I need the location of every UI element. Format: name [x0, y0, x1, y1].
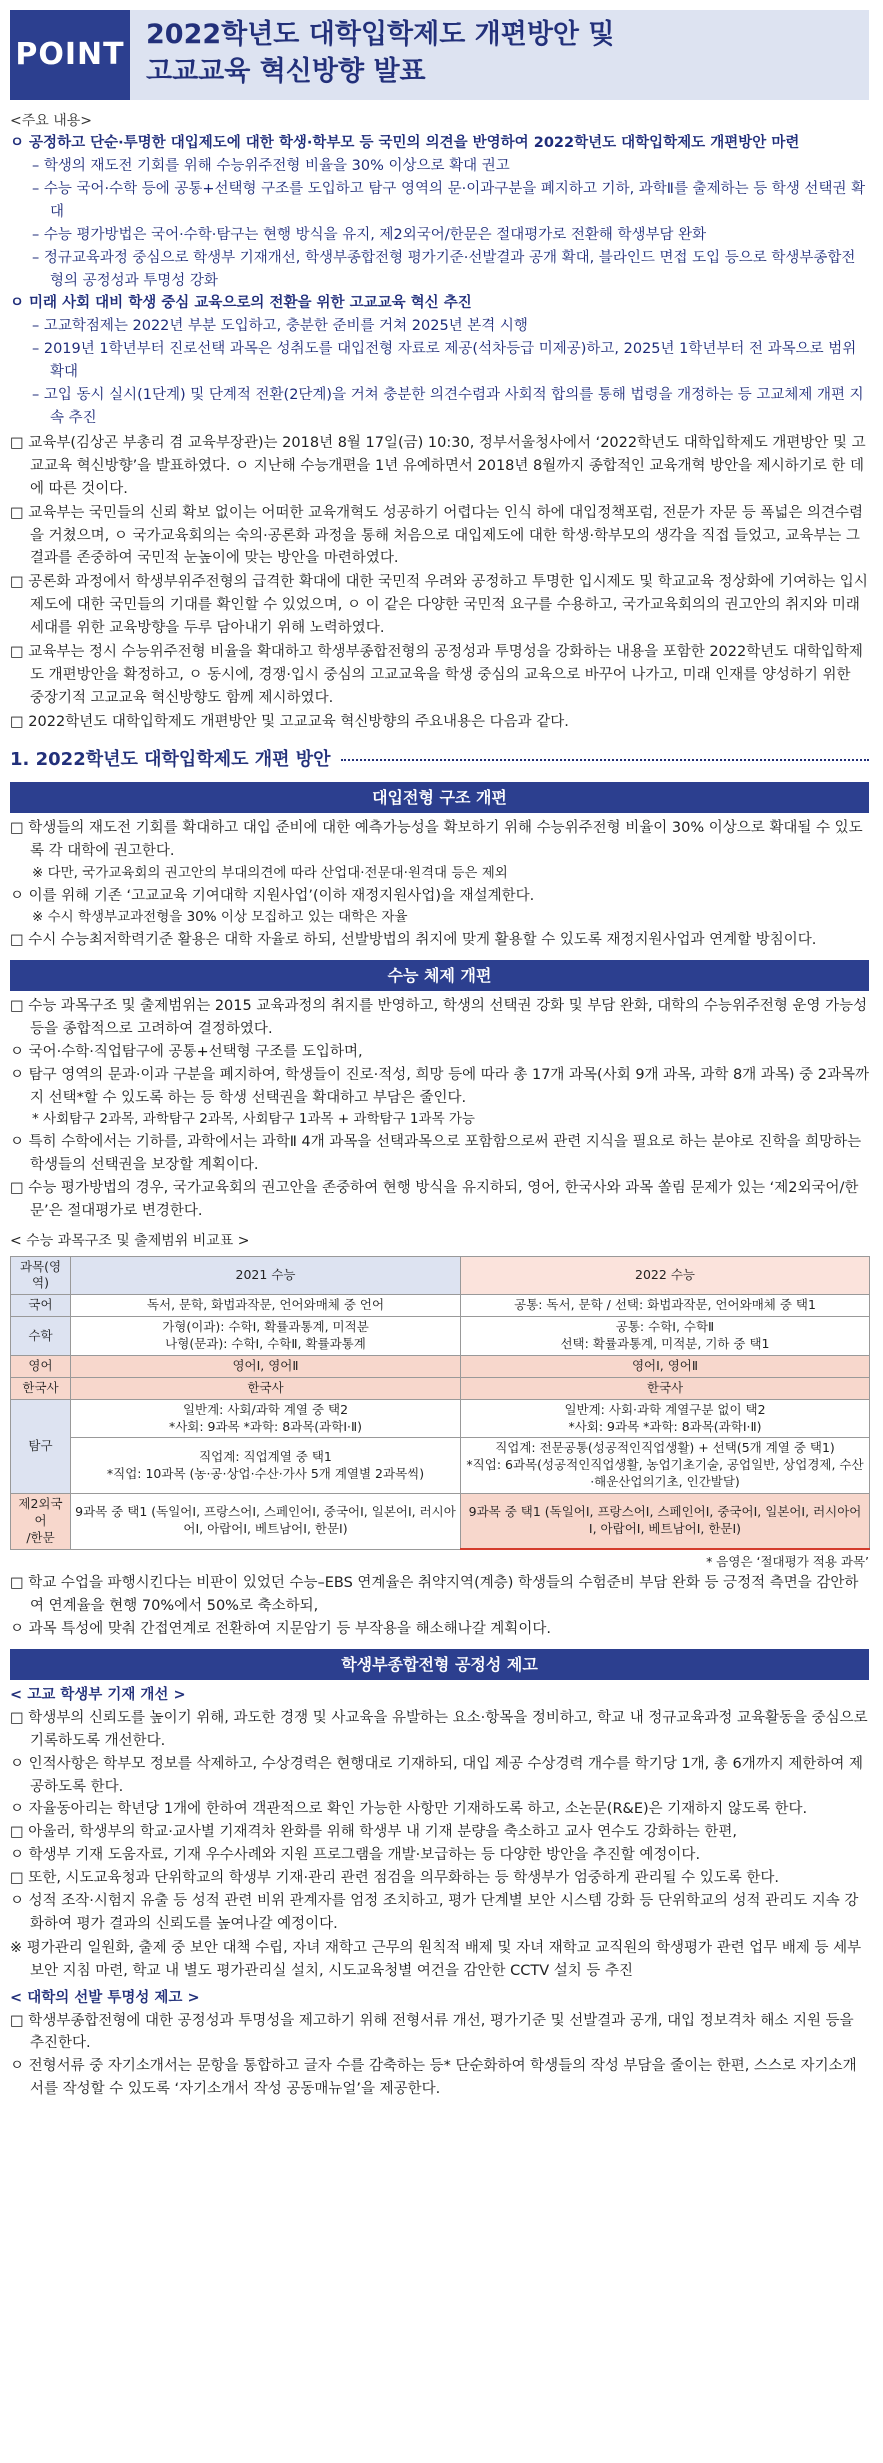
- list-item: ㅇ 전형서류 중 자기소개서는 문항을 통합하고 글자 수를 감축하는 등* 단순화하여 학생들의 작성 부담을 줄이는 한편, 스스로 자기소개서를 작성할 수 있도록 ‘자기소개서 작성 공동매뉴얼’을 제공한다.: [10, 2058, 857, 2098]
- list-item: ※ 평가관리 일원화, 출제 중 보안 대책 수립, 자녀 재학고 근무의 원칙적 배제 및 자녀 재학교 교직원의 학생평가 관련 업무 배제 등 세부 보안 지침 마련, 학교 내 별도 평가관리실 설치, 시도교육청별 여건을 감안한 CCTV 설치 등 추진: [10, 1939, 862, 1979]
- list-item: ㅇ 자율동아리는 학년당 1개에 한하여 객관적으로 확인 가능한 사항만 기재하도록 하고, 소논문(R&E)은 기재하지 않도록 한다.: [10, 1801, 808, 1818]
- chapter-title: 1. 2022학년도 대학입학제도 개편 방안: [10, 748, 331, 770]
- list-item: ㅇ 국어·수학·직업탐구에 공통+선택형 구조를 도입하며,: [10, 1043, 363, 1060]
- row-label: 한국사: [11, 1377, 71, 1399]
- list-item: – 학생의 재도전 기회를 위해 수능위주전형 비율을 30% 이상으로 확대 권고: [32, 158, 510, 175]
- chapter-heading: [10, 746, 869, 774]
- table-row-history: [11, 1377, 870, 1399]
- table-header-subject: 과목(영역): [11, 1256, 71, 1295]
- note-line: * 사회탐구 2과목, 과학탐구 2과목, 사회탐구 1과목 + 과학탐구 1과목 가능: [32, 1111, 475, 1128]
- list-item: □ 아울러, 학생부의 학교·교사별 기재격차 완화를 위해 학생부 내 기재 분량을 축소하고 교사 연수도 강화하는 한편,: [10, 1824, 737, 1841]
- list-item: – 고입 동시 실시(1단계) 및 단계적 전환(2단계)을 거쳐 충분한 의견수렴과 사회적 합의를 통해 법령을 개정하는 등 고교체제 개편 지속 추진: [32, 387, 864, 426]
- table-header-2021: 2021 수능: [71, 1256, 461, 1295]
- list-item: ㅇ 공정하고 단순·투명한 대입제도에 대한 학생·학부모 등 국민의 의견을 반영하여 2022학년도 대학입학제도 개편방안 마련: [10, 135, 800, 152]
- list-item: □ 수시 수능최저학력기준 활용은 대학 자율로 하되, 선발방법의 취지에 맞게 활용할 수 있도록 재정지원사업과 연계할 방침이다.: [10, 931, 817, 948]
- cell-line: *사회: 9과목 *과학: 8과목(과학Ⅰ·Ⅱ): [168, 1418, 363, 1434]
- cell-2021: [71, 1438, 461, 1494]
- summary-list: [10, 132, 869, 430]
- paragraph: □ 교육부는 국민들의 신뢰 확보 없이는 어떠한 교육개혁도 성공하기 어렵다는 인식 하에 대입정책포럼, 전문가 자문 등 폭넓은 의견수렴을 거쳤으며, ㅇ 국가교육회의는 숙의·공론화 과정을 통해 처음으로 대입제도에 대한 학생·학부모의 생각을 직접 들었고, 교육부는 그 결과를 존중하여 국민적 눈높이에 맞는 방안을 마련하였다.: [10, 504, 864, 567]
- list-item: ㅇ 탐구 영역의 문과·이과 구분을 폐지하여, 학생들이 진로·적성, 희망 등에 따라 총 17개 과목(사회 9개 과목, 과학 8개 과목) 중 2과목까지 선택*할 수 있도록 하는 등 학생 선택권을 확대하고 부담은 줄인다.: [10, 1066, 870, 1106]
- cell-2022: 영어Ⅰ, 영어Ⅱ: [461, 1355, 870, 1377]
- cell-2022: 한국사: [461, 1377, 870, 1399]
- intro-paragraphs: [10, 432, 869, 734]
- table-row-inquiry-general: [11, 1399, 870, 1438]
- list-item: □ 수능 과목구조 및 출제범위는 2015 교육과정의 취지를 반영하고, 학생의 선택권 강화 및 부담 완화, 대학의 수능위주전형 운영 가능성 등을 종합적으로 고려하여 결정하였다.: [10, 997, 868, 1037]
- chapter-divider: [341, 759, 869, 761]
- sub-heading-selection-transparency: < 대학의 선발 투명성 제고 >: [10, 1989, 200, 2006]
- list-item: □ 학생부종합전형에 대한 공정성과 투명성을 제고하기 위해 전형서류 개선, 평가기준 및 선발결과 공개, 대입 정보격차 해소 지원 등을 추진한다.: [10, 2012, 854, 2052]
- cell-2021: [71, 1317, 461, 1356]
- summary-label: <주요 내용>: [10, 113, 93, 129]
- table-row-foreign-language: [11, 1494, 870, 1550]
- table-header-row: [11, 1256, 870, 1295]
- cell-line: 나형(문과): 수학Ⅰ, 수학Ⅱ, 확률과통계: [165, 1336, 366, 1352]
- list-item: ㅇ 이를 위해 기존 ‘고교교육 기여대학 지원사업’(이하 재정지원사업)을 재설계한다.: [10, 887, 535, 904]
- list-item: ㅇ 과목 특성에 맞춰 간접연계로 전환하여 지문암기 등 부작용을 해소해나갈 계획이다.: [10, 1620, 551, 1637]
- list-item: □ 또한, 시도교육청과 단위학교의 학생부 기재·관리 관련 점검을 의무화하는 등 학생부가 엄중하게 관리될 수 있도록 한다.: [10, 1870, 779, 1887]
- table-header-2022: 2022 수능: [461, 1256, 870, 1295]
- school-record-list: [10, 1707, 869, 1983]
- ebs-linkage-list: [10, 1572, 869, 1641]
- cell-line: 가형(이과): 수학Ⅰ, 확률과통계, 미적분: [162, 1319, 369, 1335]
- list-item: – 수능 국어·수학 등에 공통+선택형 구조를 도입하고 탐구 영역의 문·이과구분을 폐지하고 기하, 과학Ⅱ를 출제하는 등 학생 선택권 확대: [32, 180, 866, 220]
- cell-2021: 영어Ⅰ, 영어Ⅱ: [71, 1355, 461, 1377]
- cell-2021: [71, 1399, 461, 1438]
- cell-line: 공통: 수학Ⅰ, 수학Ⅱ: [615, 1319, 715, 1335]
- admission-structure-list: [10, 817, 869, 951]
- sub-heading-school-record: < 고교 학생부 기재 개선 >: [10, 1686, 186, 1703]
- list-item: ㅇ 인적사항은 학부모 정보를 삭제하고, 수상경력은 현행대로 기재하되, 대입 제공 수상경력 개수를 학기당 1개, 총 6개까지 제한하여 제공하도록 한다.: [10, 1755, 863, 1795]
- row-label: [11, 1494, 71, 1550]
- cell-2021: 9과목 중 택1 (독일어Ⅰ, 프랑스어Ⅰ, 스페인어Ⅰ, 중국어Ⅰ, 일본어Ⅰ, 러시아어Ⅰ, 아랍어Ⅰ, 베트남어Ⅰ, 한문Ⅰ): [71, 1494, 461, 1550]
- row-label: 수학: [11, 1317, 71, 1356]
- cell-line: 일반계: 사회·과학 계열구분 없이 택2: [564, 1401, 766, 1417]
- cell-line: 직업계: 전문공통(성공적인직업생활) + 선택(5개 계열 중 택1): [495, 1440, 835, 1456]
- cell-2021: 한국사: [71, 1377, 461, 1399]
- header-banner: [10, 10, 869, 100]
- list-item: □ 학교 수업을 파행시킨다는 비판이 있었던 수능–EBS 연계율은 취약지역(계층) 학생들의 수험준비 부담 완화 등 긍정적 측면을 감안하여 연계율을 현행 70%에서 50%로 축소하되,: [10, 1574, 859, 1614]
- list-item: □ 수능 평가방법의 경우, 국가교육회의 권고안을 존중하여 현행 방식을 유지하되, 영어, 한국사와 과목 쏠림 문제가 있는 ‘제2외국어/한문’은 절대평가로 변경한다.: [10, 1179, 859, 1219]
- title-line-2: 고교교육 혁신방향 발표: [146, 56, 426, 88]
- table-row-math: [11, 1317, 870, 1356]
- cell-2022: [461, 1317, 870, 1356]
- table-row-inquiry-vocational: [11, 1438, 870, 1494]
- row-label: 영어: [11, 1355, 71, 1377]
- page-title: [130, 10, 631, 100]
- row-label-line: 제2외국어: [18, 1496, 63, 1528]
- list-item: □ 학생들의 재도전 기회를 확대하고 대입 준비에 대한 예측가능성을 확보하기 위해 수능위주전형 비율이 30% 이상으로 확대될 수 있도록 각 대학에 권고한다.: [10, 820, 863, 860]
- cell-2022: 9과목 중 택1 (독일어Ⅰ, 프랑스어Ⅰ, 스페인어Ⅰ, 중국어Ⅰ, 일본어Ⅰ, 러시아어Ⅰ, 아랍어Ⅰ, 베트남어Ⅰ, 한문Ⅰ): [461, 1494, 870, 1550]
- cell-line: *직업: 10과목 (농·공·상업·수산·가사 5개 계열별 2과목씩): [106, 1465, 425, 1481]
- csat-comparison-table: [10, 1256, 870, 1551]
- paragraph: □ 2022학년도 대학입학제도 개편방안 및 고교교육 혁신방향의 주요내용은 다음과 같다.: [10, 713, 569, 730]
- list-item: ㅇ 성적 조작·시험지 유출 등 성적 관련 비위 관계자를 엄정 조치하고, 평가 단계별 보안 시스템 강화 등 단위학교의 성적 관리도 지속 강화하여 평가 결과의 신뢰도를 높여나갈 예정이다.: [10, 1893, 859, 1932]
- list-item: – 수능 평가방법은 국어·수학·탐구는 현행 방식을 유지, 제2외국어/한문은 절대평가로 전환해 학생부담 완화: [32, 226, 707, 243]
- cell-2022: [461, 1399, 870, 1438]
- note-line: ※ 다만, 국가교육회의 권고안의 부대의견에 따라 산업대·전문대·원격대 등은 제외: [32, 865, 508, 882]
- row-label: 국어: [11, 1295, 71, 1317]
- list-item: ㅇ 학생부 기재 도움자료, 기재 우수사례와 지원 프로그램을 개발·보급하는 등 다양한 방안을 추진할 예정이다.: [10, 1847, 701, 1864]
- table-footnote: * 음영은 ‘절대평가 적용 과목’: [706, 1554, 869, 1570]
- list-item: – 2019년 1학년부터 진로선택 과목은 성취도를 대입전형 자료로 제공(석차등급 미제공)하고, 2025년 1학년부터 전 과목으로 범위 확대: [32, 341, 857, 381]
- point-badge: POINT: [10, 10, 130, 100]
- table-row-korean: [11, 1295, 870, 1317]
- cell-line: 선택: 확률과통계, 미적분, 기하 중 택1: [560, 1336, 770, 1352]
- cell-2022: 공통: 독서, 문학 / 선택: 화법과작문, 언어와매체 중 택1: [461, 1295, 870, 1317]
- list-item: – 정규교육과정 중심으로 학생부 기재개선, 학생부종합전형 평가기준·선발결과 공개 확대, 블라인드 면접 도입 등으로 학생부종합전형의 공정성과 투명성 강화: [32, 249, 856, 289]
- note-line: ※ 수시 학생부교과전형을 30% 이상 모집하고 있는 대학은 자율: [32, 909, 408, 926]
- row-label-line: /한문: [26, 1529, 55, 1545]
- cell-line: 직업계: 직업계열 중 택1: [199, 1448, 332, 1464]
- section-band-csat-system: 수능 체제 개편: [10, 960, 869, 991]
- selection-transparency-list: [10, 2010, 869, 2102]
- paragraph: □ 교육부(김상곤 부총리 겸 교육부장관)는 2018년 8월 17일(금) 10:30, 정부서울청사에서 ‘2022학년도 대학입학제도 개편방안 및 고교교육 혁신방향’을 발표하였다. ㅇ 지난해 수능개편을 1년 유예하면서 2018년 8월까지 종합적인 교육개혁 방안을 제시하기로 한 데에 따른 것이다.: [10, 434, 866, 497]
- paragraph: □ 교육부는 정시 수능위주전형 비율을 확대하고 학생부종합전형의 공정성과 투명성을 강화하는 내용을 포함한 2022학년도 대학입학제도 개편방안을 확정하고, ㅇ 동시에, 경쟁·입시 중심의 고교교육을 학생 중심의 교육으로 바꾸어 나가고, 미래 인재를 양성하기 위한 중장기적 고교교육 혁신방향도 함께 제시하였다.: [10, 644, 863, 706]
- section-band-admission-structure: 대입전형 구조 개편: [10, 782, 869, 813]
- row-label: 탐구: [11, 1399, 71, 1493]
- cell-2021: 독서, 문학, 화법과작문, 언어와매체 중 언어: [71, 1295, 461, 1317]
- table-caption: < 수능 과목구조 및 출제범위 비교표 >: [10, 1233, 250, 1250]
- cell-line: 일반계: 사회/과학 계열 중 택2: [182, 1401, 349, 1417]
- list-item: – 고교학점제는 2022년 부분 도입하고, 충분한 준비를 거쳐 2025년 본격 시행: [32, 318, 528, 335]
- cell-line: *직업: 6과목(성공적인직업생활, 농업기초기술, 공업일반, 상업경제, 수산·해운산업의기초, 인간발달): [466, 1457, 864, 1490]
- csat-system-list: [10, 995, 869, 1222]
- table-row-english: [11, 1355, 870, 1377]
- title-line-1: 2022학년도 대학입학제도 개편방안 및: [146, 19, 615, 50]
- list-item: ㅇ 미래 사회 대비 학생 중심 교육으로의 전환을 위한 고교교육 혁신 추진: [10, 295, 472, 312]
- cell-2022: [461, 1438, 870, 1494]
- list-item: ㅇ 특히 수학에서는 기하를, 과학에서는 과학Ⅱ 4개 과목을 선택과목으로 포함함으로써 관련 지식을 필요로 하는 분야로 진학을 희망하는 학생들의 선택권을 보장할 계획이다.: [10, 1133, 862, 1173]
- cell-line: *사회: 9과목 *과학: 8과목(과학Ⅰ·Ⅱ): [568, 1418, 762, 1434]
- list-item: □ 학생부의 신뢰도를 높이기 위해, 과도한 경쟁 및 사교육을 유발하는 요소·항목을 정비하고, 학교 내 정규교육과정 교육활동을 중심으로 기록하도록 개선한다.: [10, 1709, 868, 1749]
- paragraph: □ 공론화 과정에서 학생부위주전형의 급격한 확대에 대한 국민적 우려와 공정하고 투명한 입시제도 및 학교교육 정상화에 기여하는 입시 제도에 대한 국민들의 기대를 확인할 수 있었으며, ㅇ 이 같은 다양한 국민적 요구를 수용하고, 국가교육회의의 권고안의 취지와 미래 세대를 위한 교육방향을 두루 담아내기 위해 노력하였다.: [10, 574, 868, 637]
- section-band-comprehensive-screening: 학생부종합전형 공정성 제고: [10, 1649, 869, 1680]
